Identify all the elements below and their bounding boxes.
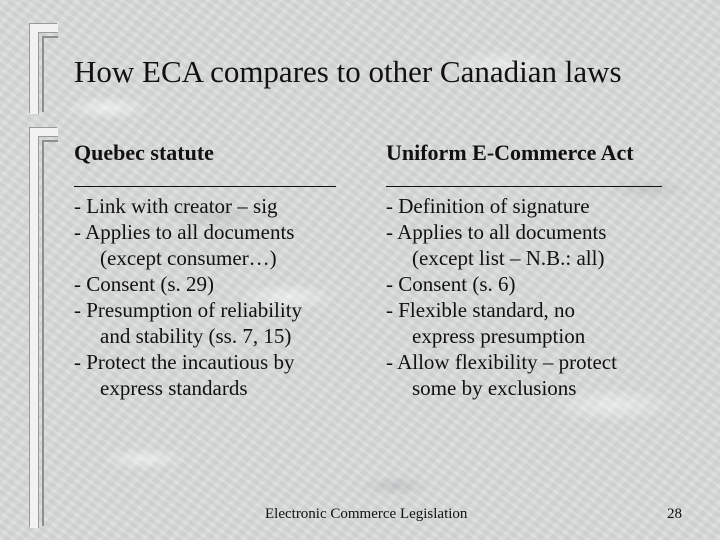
list-item [386, 297, 686, 349]
heading-underline [74, 186, 336, 187]
item-continuation: and stability (ss. 7, 15) [100, 324, 292, 348]
heading-underline [386, 186, 662, 187]
item-text: - Definition of signature [386, 194, 590, 218]
item-text: - Presumption of reliability [74, 298, 303, 322]
item-text: - Allow flexibility – protect [386, 350, 617, 374]
list-item [74, 193, 374, 219]
list-item [386, 219, 686, 271]
list-item [74, 349, 374, 401]
item-continuation: (except list – N.B.: all) [412, 246, 605, 270]
list-item [386, 271, 686, 297]
item-text: - Protect the incautious by [74, 350, 295, 374]
item-text: - Flexible standard, no [386, 298, 575, 322]
item-text: - Applies to all documents [74, 220, 295, 244]
item-text: - Consent (s. 6) [386, 272, 516, 296]
item-continuation: express presumption [412, 324, 586, 348]
item-text: - Applies to all documents [386, 220, 607, 244]
page-number: 28 [667, 506, 682, 522]
column-heading-quebec: Quebec statute [74, 140, 214, 165]
item-continuation: express standards [100, 376, 248, 400]
list-item [74, 297, 374, 349]
uniform-ecommerce-act-column [386, 140, 686, 401]
column-heading-uniform-act: Uniform E-Commerce Act [386, 140, 634, 165]
decorative-bracket-top-inner [42, 36, 58, 112]
slide-title: How ECA compares to other Canadian laws [74, 54, 622, 89]
quebec-statute-list [74, 193, 374, 401]
item-text: - Consent (s. 29) [74, 272, 214, 296]
item-continuation: (except consumer…) [100, 246, 277, 270]
item-continuation: some by exclusions [412, 376, 577, 400]
quebec-statute-column [74, 140, 374, 401]
item-text: - Link with creator – sig [74, 194, 278, 218]
uniform-act-list [386, 193, 686, 401]
slide-footer: Electronic Commerce Legislation [265, 506, 468, 522]
list-item [74, 219, 374, 271]
list-item [386, 349, 686, 401]
list-item [74, 271, 374, 297]
decorative-bracket-body-inner [42, 140, 58, 526]
list-item [386, 193, 686, 219]
